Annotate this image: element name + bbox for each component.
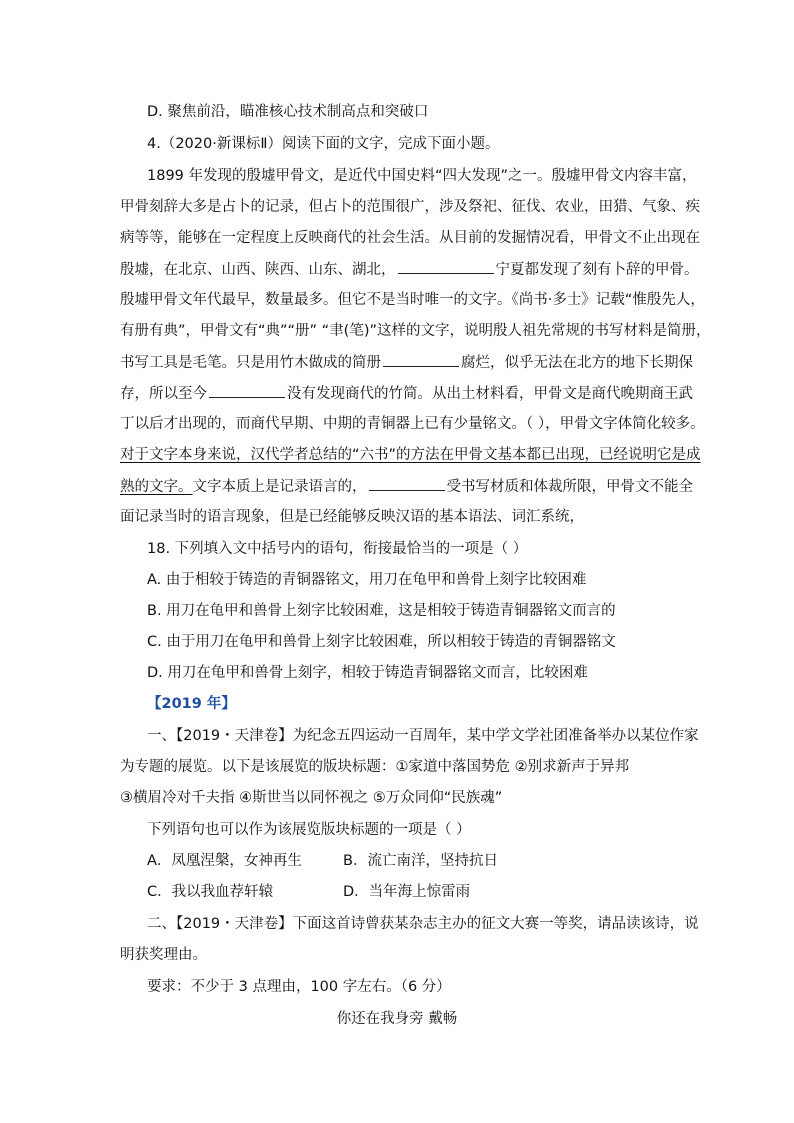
section-1-line-2: 为专题的展览。以下是该展览的版块标题：①家道中落国势危 ②别求新声于异邦 [120, 759, 630, 775]
section-2-line-1: 二、【2019・天津卷】下面这首诗曾获某杂志主办的征文大赛一等奖，请品读该诗，说 [147, 916, 699, 932]
section-1-option-b: B．流亡南洋，坚持抗日 [343, 853, 498, 869]
passage-line-8 [120, 383, 693, 404]
section-1-option-d: D．当年海上惊雷雨 [343, 884, 471, 900]
passage-line-11 [120, 476, 693, 497]
passage-line-7 [120, 352, 693, 373]
passage-text: 书写工具是毛笔。只是用竹木做成的简册 [120, 355, 381, 371]
year-heading: 【2019 年】 [147, 696, 236, 712]
passage-line-4 [120, 259, 699, 280]
passage-line-5: 殷墟甲骨文年代最早，数量最多。但它不是当时唯一的文字。《尚书·多士》记载“惟殷先人， [120, 292, 705, 308]
passage-text: 文字本质上是记录语言的， [192, 479, 367, 495]
passage-text: 没有发现商代的竹简。从出土材料看，甲骨文是商代晚期商王武 [287, 386, 693, 402]
question-18: 18. 下列填入文中括号内的语句，衔接最恰当的一项是（ ） [147, 541, 528, 557]
passage-text: 腐烂，似乎无法在北方的地下长期保 [461, 355, 693, 371]
passage-text: 受书写材质和体裁所限，甲骨文不能全 [446, 479, 693, 495]
fill-blank-1 [398, 259, 494, 274]
underlined-text: 熟的文字。 [120, 479, 193, 495]
passage-line-12: 面记录当时的语言现象，但是已经能够反映汉语的基本语法、词汇系统， [120, 509, 584, 525]
passage-line-10-underlined: 对于文字本身来说，汉代学者总结的“六书”的方法在甲骨文基本都已出现，已经说明它是成 [120, 447, 701, 463]
passage-text: 宁夏都发现了刻有卜辞的甲骨。 [495, 262, 699, 278]
passage-line-1: 1899 年发现的殷墟甲骨文，是近代中国史料“四大发现”之一。殷墟甲骨文内容丰富， [147, 168, 697, 184]
passage-text: 存，所以至今 [120, 386, 207, 402]
poem-title: 你还在我身旁 戴畅 [336, 1011, 458, 1027]
section-2-requirement: 要求：不少于 3 点理由，100 字左右。（6 分） [147, 979, 451, 995]
passage-line-9: 丁以后才出现的，而商代早期、中期的青铜器上已有少量铭文。（ ），甲骨文字体简化较多。 [120, 416, 705, 432]
section-1-line-1: 一、【2019・天津卷】为纪念五四运动一百周年，某中学文学社团准备举办以某位作家 [147, 728, 699, 744]
passage-line-2: 甲骨刻辞大多是占卜的记录，但占卜的范围很广，涉及祭祀、征伐、农业，田猎、气象、疾 [120, 199, 700, 215]
passage-text: 殷墟，在北京、山西、陕西、山东、湖北， [120, 262, 396, 278]
section-1-option-c: C．我以我血荐轩辕 [147, 884, 274, 900]
fill-blank-4 [369, 476, 445, 491]
q18-option-a: A. 由于相较于铸造的青铜器铭文，用刀在龟甲和兽骨上刻字比较困难 [147, 572, 587, 588]
fill-blank-2 [383, 352, 459, 367]
section-1-question: 下列语句也可以作为该展览版块标题的一项是（ ） [147, 822, 471, 838]
section-1-option-a: A．凤凰涅槃，女神再生 [147, 853, 302, 869]
passage-line-6: 有册有典”，甲骨文有“典”“册” “聿(笔)”这样的文字，说明殷人祖先常规的书写材料是简册， [120, 323, 711, 339]
section-2-line-2: 明获奖理由。 [120, 947, 207, 963]
fill-blank-3 [209, 383, 285, 398]
question-4-header: 4.（2020·新课标Ⅱ）阅读下面的文字，完成下面小题。 [147, 136, 500, 152]
section-1-line-3: ③横眉冷对千夫指 ④斯世当以同怀视之 ⑤万众同仰“民族魂” [120, 790, 503, 806]
prev-option-d: D. 聚焦前沿，瞄准核心技术制高点和突破口 [147, 104, 429, 120]
q18-option-d: D. 用刀在龟甲和兽骨上刻字，相较于铸造青铜器铭文而言，比较困难 [147, 665, 588, 681]
passage-line-3: 病等等，能够在一定程度上反映商代的社会生活。从目前的发掘情况看，甲骨文不止出现在 [120, 230, 700, 246]
q18-option-c: C. 由于用刀在龟甲和兽骨上刻字比较困难，所以相较于铸造的青铜器铭文 [147, 634, 616, 650]
q18-option-b: B. 用刀在龟甲和兽骨上刻字比较困难，这是相较于铸造青铜器铭文而言的 [147, 603, 616, 619]
